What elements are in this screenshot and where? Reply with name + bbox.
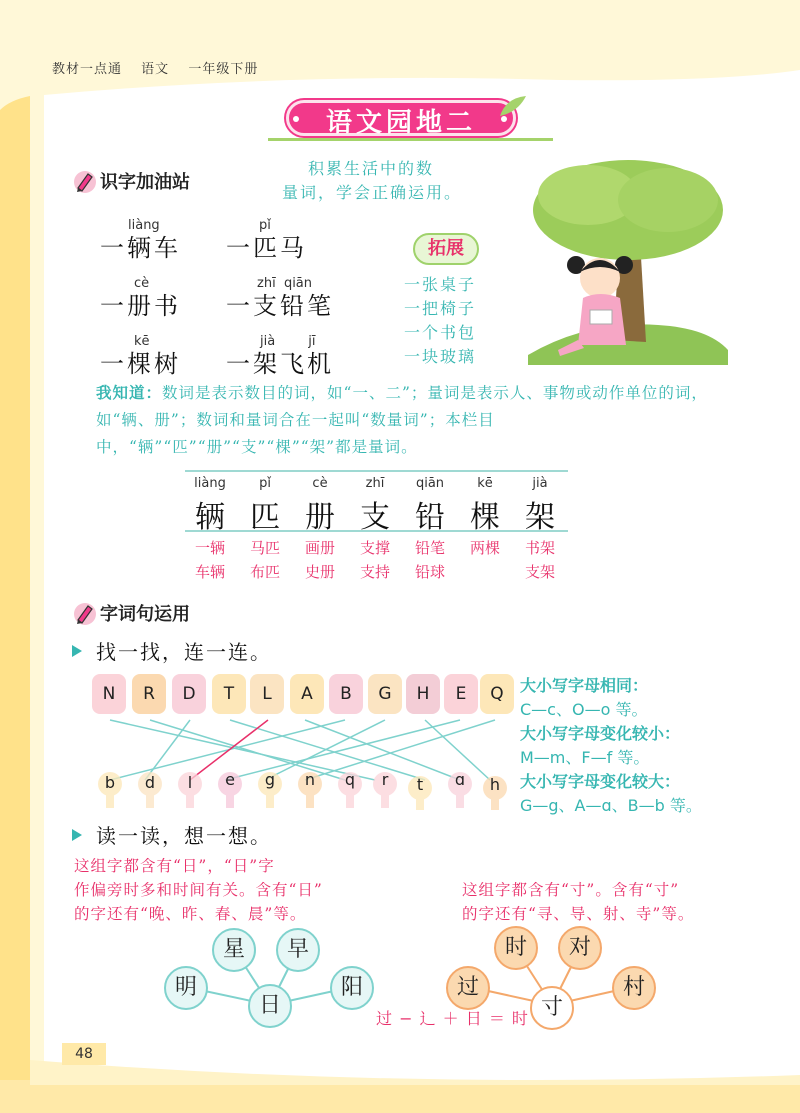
book-header xyxy=(52,58,272,77)
char-word: 支持 xyxy=(359,563,390,581)
char-word: 车辆 xyxy=(194,563,225,581)
ri-note-line: 的字还有“晚、昨、春、晨”等。 xyxy=(74,905,307,923)
cun-note-line: 的字还有“寻、导、射、寺”等。 xyxy=(462,905,695,923)
char-word: 马匹 xyxy=(249,539,280,557)
hint-text: C—c、O—o 等。 xyxy=(520,700,648,719)
char: 铅 xyxy=(415,500,445,535)
extend-item: 一块玻璃 xyxy=(404,347,477,366)
char-word: 铅笔 xyxy=(414,539,445,557)
pencil-icon xyxy=(72,168,98,194)
letter-tag[interactable]: Q xyxy=(480,674,514,714)
extend-item: 一把椅子 xyxy=(404,299,477,318)
hint-text: G—g、A—ɑ、B—b 等。 xyxy=(520,796,702,815)
letter-tag[interactable]: A xyxy=(290,674,324,714)
section-title-literacy-text: 识字加油站 xyxy=(100,172,190,193)
char: 辆 xyxy=(195,500,225,535)
char: 棵 xyxy=(470,500,500,535)
letter-key[interactable]: n xyxy=(304,770,316,789)
triangle-bullet-icon xyxy=(72,645,82,657)
letter-key[interactable]: e xyxy=(225,770,235,789)
letter-tag[interactable]: T xyxy=(212,674,246,714)
char-circle-ming: 明 xyxy=(164,966,208,1010)
character-formula: 过 − 辶 ＋ 日 ＝ 时 xyxy=(376,1009,529,1028)
hint-text: M—m、F—f 等。 xyxy=(520,748,650,767)
section-title-usage-text: 字词句运用 xyxy=(100,604,190,625)
char: 架 xyxy=(525,500,555,535)
lowercase-key-row xyxy=(95,770,525,810)
char: 支 xyxy=(360,500,390,535)
task-find-and-connect-text: 找一找，连一连。 xyxy=(96,640,272,664)
char-pinyin: liàng xyxy=(194,476,226,491)
letter-key[interactable]: d xyxy=(144,773,156,792)
knowledge-paragraph xyxy=(96,379,736,461)
title-underline xyxy=(268,138,553,141)
dot-icon xyxy=(292,115,300,123)
dot-icon xyxy=(500,115,508,123)
word-pinyin: jià jī xyxy=(260,334,316,349)
hint-title: 大小写字母变化较小： xyxy=(520,724,681,743)
char-word: 铅球 xyxy=(414,563,445,581)
knowledge-label: 我知道： xyxy=(96,383,163,402)
measure-word: 一册书 xyxy=(100,292,181,320)
char-circle-cun-village: 村 xyxy=(612,966,656,1010)
char: 册 xyxy=(305,500,335,535)
case-hints xyxy=(520,674,790,818)
letter-key[interactable]: g xyxy=(264,770,276,789)
char-circle-yang: 阳 xyxy=(330,966,374,1010)
header-book: 教材一点通 xyxy=(52,62,123,77)
letter-tag[interactable]: E xyxy=(444,674,478,714)
char-circle-zao: 早 xyxy=(276,928,320,972)
section-title-literacy xyxy=(72,168,190,194)
letter-tag[interactable]: R xyxy=(132,674,166,714)
page-number: 48 xyxy=(62,1043,106,1065)
cun-note-line: 这组字都含有“寸”。含有“寸” xyxy=(462,881,680,899)
char-pinyin: kē xyxy=(477,476,493,491)
char-word: 书架 xyxy=(524,539,555,557)
hint-title: 大小写字母相同： xyxy=(520,676,649,695)
char-pinyin: pǐ xyxy=(259,476,271,491)
pencil-icon xyxy=(72,600,98,626)
char-circle-shi: 时 xyxy=(494,926,538,970)
measure-word: 一匹马 xyxy=(226,234,307,262)
char-circle-cun-center: 寸 xyxy=(530,986,574,1030)
ri-group-note xyxy=(74,854,323,926)
char-word: 两棵 xyxy=(469,539,500,557)
extend-badge: 拓展 xyxy=(413,233,479,265)
char-word: 一辆 xyxy=(194,539,225,557)
girl-reading-under-tree-illustration xyxy=(528,150,728,365)
uppercase-letter-row xyxy=(92,674,522,719)
page-title xyxy=(278,100,540,138)
char-pinyin: zhī xyxy=(365,476,385,491)
char-table xyxy=(180,476,580,586)
letter-key[interactable]: l xyxy=(187,773,193,792)
char-table-top-line xyxy=(185,470,568,472)
measure-word: 一辆车 xyxy=(100,234,181,262)
letter-key[interactable]: b xyxy=(104,773,116,792)
measure-word: 一架飞机 xyxy=(226,350,334,378)
triangle-bullet-icon xyxy=(72,829,82,841)
char-word: 史册 xyxy=(304,563,335,581)
char-pinyin: qiān xyxy=(415,476,445,491)
page-title-text: 语文园地二 xyxy=(325,108,476,138)
char-circle-dui: 对 xyxy=(558,926,602,970)
letter-key[interactable]: t xyxy=(416,775,424,794)
cun-group-note xyxy=(462,878,694,926)
literacy-note-line2: 量词，学会正确运用。 xyxy=(282,183,463,202)
char-circle-guo: 过 xyxy=(446,966,490,1010)
char-pinyin: cè xyxy=(312,476,328,491)
measure-word: 一棵树 xyxy=(100,350,181,378)
char-word: 支架 xyxy=(524,563,555,581)
task-read-and-think-text: 读一读，想一想。 xyxy=(96,824,272,848)
char-circle-xing: 星 xyxy=(212,928,256,972)
word-pinyin: kē xyxy=(134,334,150,349)
letter-tag[interactable]: B xyxy=(329,674,363,714)
knowledge-text: 数词是表示数目的词，如“一、二”；量词是表示人、事物或动作单位的词，如“辆、册”；数词和量词合在一起叫“数量词”；本栏目中，“辆”“匹”“册”“支”“棵”“架”都是量词。 xyxy=(96,384,708,456)
char: 匹 xyxy=(250,500,280,535)
letter-key[interactable]: q xyxy=(344,770,356,789)
char-circle-ri-center: 日 xyxy=(248,984,292,1028)
extend-item: 一个书包 xyxy=(404,323,477,342)
letter-tag[interactable]: G xyxy=(368,674,402,714)
letter-tag[interactable]: N xyxy=(92,674,126,714)
letter-tag[interactable]: H xyxy=(406,674,440,714)
char-pinyin: jià xyxy=(532,476,548,491)
ri-note-line: 这组字都含有“日”，“日”字 xyxy=(74,857,275,875)
char-word: 布匹 xyxy=(249,563,280,581)
letter-tag[interactable]: L xyxy=(250,674,284,714)
word-pinyin: liàng xyxy=(128,218,160,233)
letter-tag[interactable]: D xyxy=(172,674,206,714)
ri-note-line: 作偏旁时多和时间有关。含有“日” xyxy=(74,881,323,899)
header-subject: 语文 xyxy=(141,62,170,77)
task-read-and-think xyxy=(72,820,272,849)
header-grade: 一年级下册 xyxy=(188,62,259,77)
word-pinyin: zhī qiān xyxy=(257,276,313,291)
letter-key[interactable]: r xyxy=(381,770,389,789)
extend-item: 一张桌子 xyxy=(404,275,477,294)
hint-title: 大小写字母变化较大： xyxy=(520,772,681,791)
measure-word: 一支铅笔 xyxy=(226,292,334,320)
letter-key[interactable]: h xyxy=(489,775,501,794)
literacy-note-line1: 积累生活中的数 xyxy=(308,159,435,178)
word-pinyin: cè xyxy=(134,276,150,291)
letter-key[interactable]: ɑ xyxy=(454,770,466,789)
char-word: 画册 xyxy=(304,539,335,557)
word-pinyin: pǐ xyxy=(259,218,271,233)
section-title-usage xyxy=(72,600,190,626)
task-find-and-connect xyxy=(72,636,272,665)
char-word: 支撑 xyxy=(359,539,390,557)
